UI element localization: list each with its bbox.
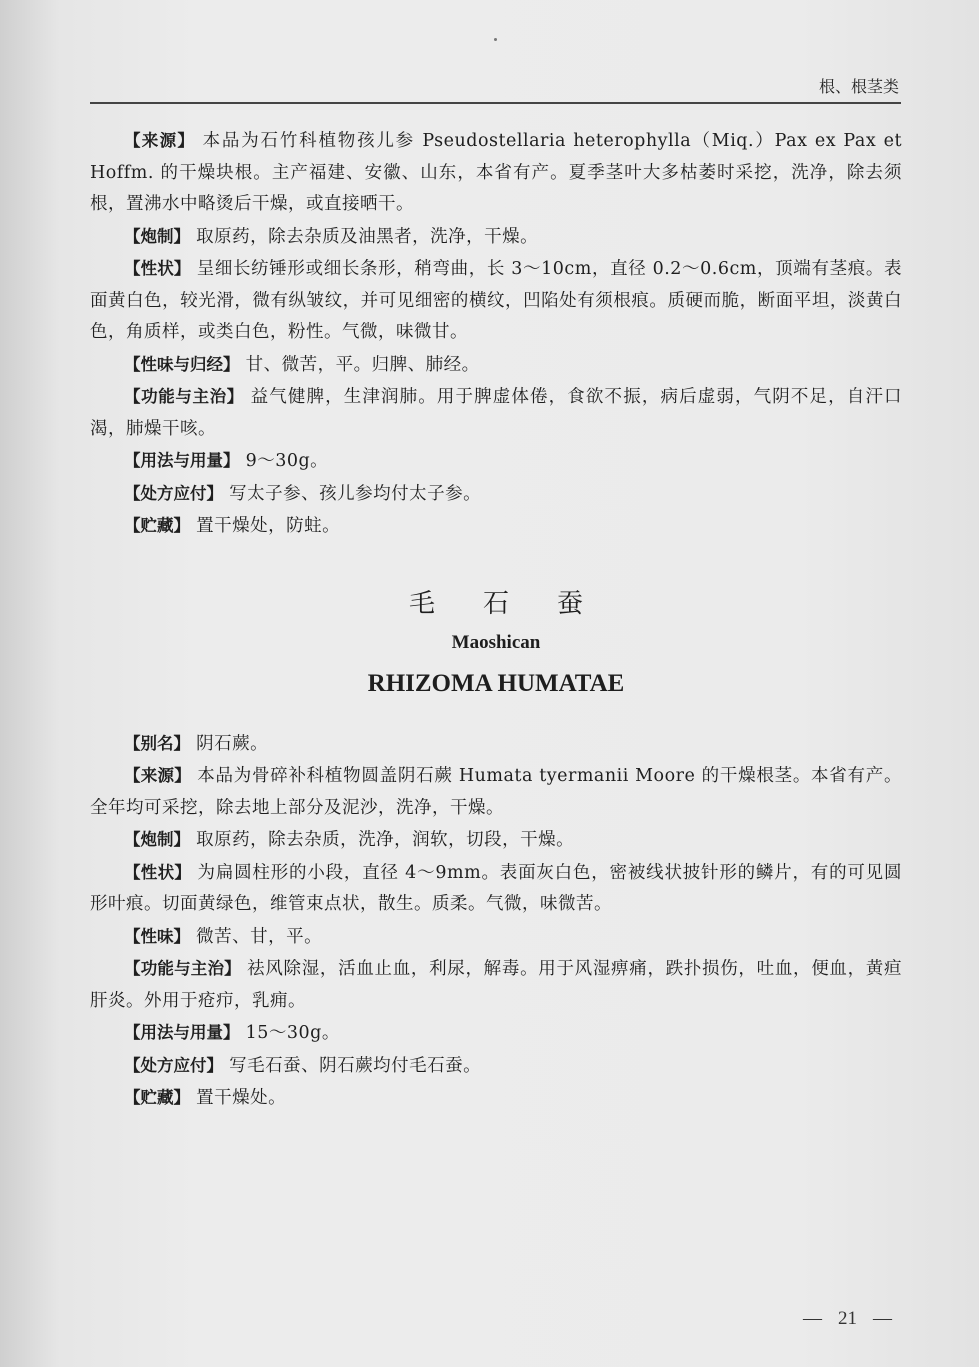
text-xingzhuang: 呈细长纺锤形或细长条形，稍弯曲，长 3～10cm，直径 0.2～0.6cm，顶端有茎痕。表面黄白色，较光滑，微有纵皱纹，并可见细密的横纹，凹陷处有须根痕。质硬而脆，断面平坦，淡黄白色，角质样，或类白色，粉性。气微，味微甘。 <box>90 259 902 342</box>
text-paozhi-2: 取原药，除去杂质，洗净，润软，切段，干燥。 <box>196 830 575 850</box>
page-number-value: 21 <box>838 1308 857 1329</box>
page-dash-left: — <box>803 1308 822 1329</box>
speck <box>494 38 497 41</box>
tag-laiyuan: 【来源】 <box>124 131 196 150</box>
entry1-function <box>90 381 902 445</box>
entry2-alias <box>90 728 902 761</box>
entry2-dosage <box>90 1017 902 1050</box>
tag-gongneng: 【功能与主治】 <box>124 387 244 406</box>
text-xingwei: 甘、微苦，平。归脾、肺经。 <box>245 354 480 375</box>
tag-paozhi: 【炮制】 <box>124 226 190 246</box>
page-content <box>90 125 902 1115</box>
entry2-storage <box>90 1082 902 1115</box>
text-zhucang: 置干燥处，防蛀。 <box>196 516 341 536</box>
entry2-function <box>90 953 902 1017</box>
header-rule <box>90 102 901 104</box>
text-laiyuan: 本品为石竹科植物孩儿参 Pseudostellaria heterophylla（Miq.）Pax ex Pax et Hoffm. 的干燥块根。主产福建、安徽、山东，本省有产。夏季茎叶大多枯萎时采挖，洗净，除去须根，置沸水中略烫后干燥，或直接晒干。 <box>90 131 902 214</box>
entry2-title-latin: RHIZOMA HUMATAE <box>367 669 625 697</box>
text-chufang-2: 写毛石蚕、阴石蕨均付毛石蚕。 <box>229 1055 482 1076</box>
tag-zhucang-2: 【贮藏】 <box>124 1088 190 1107</box>
entry2-source <box>90 760 902 824</box>
entry1-storage <box>90 510 902 543</box>
entry1-source <box>90 125 902 221</box>
text-laiyuan-2: 本品为骨碎补科植物圆盖阴石蕨 Humata tyermanii Moore 的干燥根茎。本省有产。全年均可采挖，除去地上部分及泥沙，洗净，干燥。 <box>90 766 903 818</box>
entry2-prescription <box>90 1050 902 1083</box>
tag-gongneng-2: 【功能与主治】 <box>124 959 241 978</box>
tag-laiyuan-2: 【来源】 <box>124 766 191 785</box>
text-xingwei-2: 微苦、甘，平。 <box>196 926 323 947</box>
entry1-dosage <box>90 445 902 478</box>
tag-paozhi-2: 【炮制】 <box>124 830 190 849</box>
text-yongfa: 9～30g。 <box>245 451 329 471</box>
tag-xingwei-2: 【性味】 <box>124 926 190 946</box>
entry1-processing <box>90 221 902 254</box>
tag-yongfa: 【用法与用量】 <box>124 451 240 470</box>
text-yongfa-2: 15～30g。 <box>245 1023 340 1043</box>
tag-chufang-2: 【处方应付】 <box>124 1055 223 1075</box>
entry2-title-chinese: 毛石蚕 <box>408 588 631 619</box>
entry2-description <box>90 857 902 921</box>
tag-yongfa-2: 【用法与用量】 <box>124 1023 240 1042</box>
tag-xingzhuang: 【性状】 <box>124 259 191 278</box>
text-gongneng-2: 祛风除湿，活血止血，利尿，解毒。用于风湿痹痛，跌扑损伤，吐血，便血，黄疸肝炎。外用于疮疖，乳痈。 <box>90 959 902 1011</box>
page-dash-right: — <box>873 1308 892 1329</box>
tag-zhucang: 【贮藏】 <box>124 516 190 535</box>
text-zhucang-2: 置干燥处。 <box>196 1088 287 1108</box>
tag-xingwei: 【性味与归经】 <box>124 354 240 374</box>
text-xingzhuang-2: 为扁圆柱形的小段，直径 4～9mm。表面灰白色，密被线状披针形的鳞片，有的可见圆形叶痕。切面黄绿色，维管束点状，散生。质柔。气微，味微苦。 <box>90 862 902 914</box>
tag-chufang: 【处方应付】 <box>124 483 223 503</box>
entry2-processing <box>90 824 902 857</box>
text-chufang: 写太子参、孩儿参均付太子参。 <box>229 483 482 504</box>
text-paozhi: 取原药，除去杂质及油黑者，洗净，干燥。 <box>196 226 539 247</box>
entry2-property <box>90 921 902 954</box>
text-gongneng: 益气健脾，生津润肺。用于脾虚体倦，食欲不振，病后虚弱，气阴不足，自汗口渴，肺燥干咳。 <box>90 387 902 439</box>
entry2-title-pinyin: Maoshican <box>451 631 541 653</box>
tag-bieming: 【别名】 <box>124 733 190 753</box>
entry1-description <box>90 253 902 349</box>
entry1-property <box>90 349 902 382</box>
running-header: 根、根茎类 <box>818 77 899 96</box>
tag-xingzhuang-2: 【性状】 <box>124 862 192 882</box>
text-bieming: 阴石蕨。 <box>196 733 269 754</box>
page-number <box>795 1308 900 1330</box>
entry1-prescription <box>90 478 902 511</box>
